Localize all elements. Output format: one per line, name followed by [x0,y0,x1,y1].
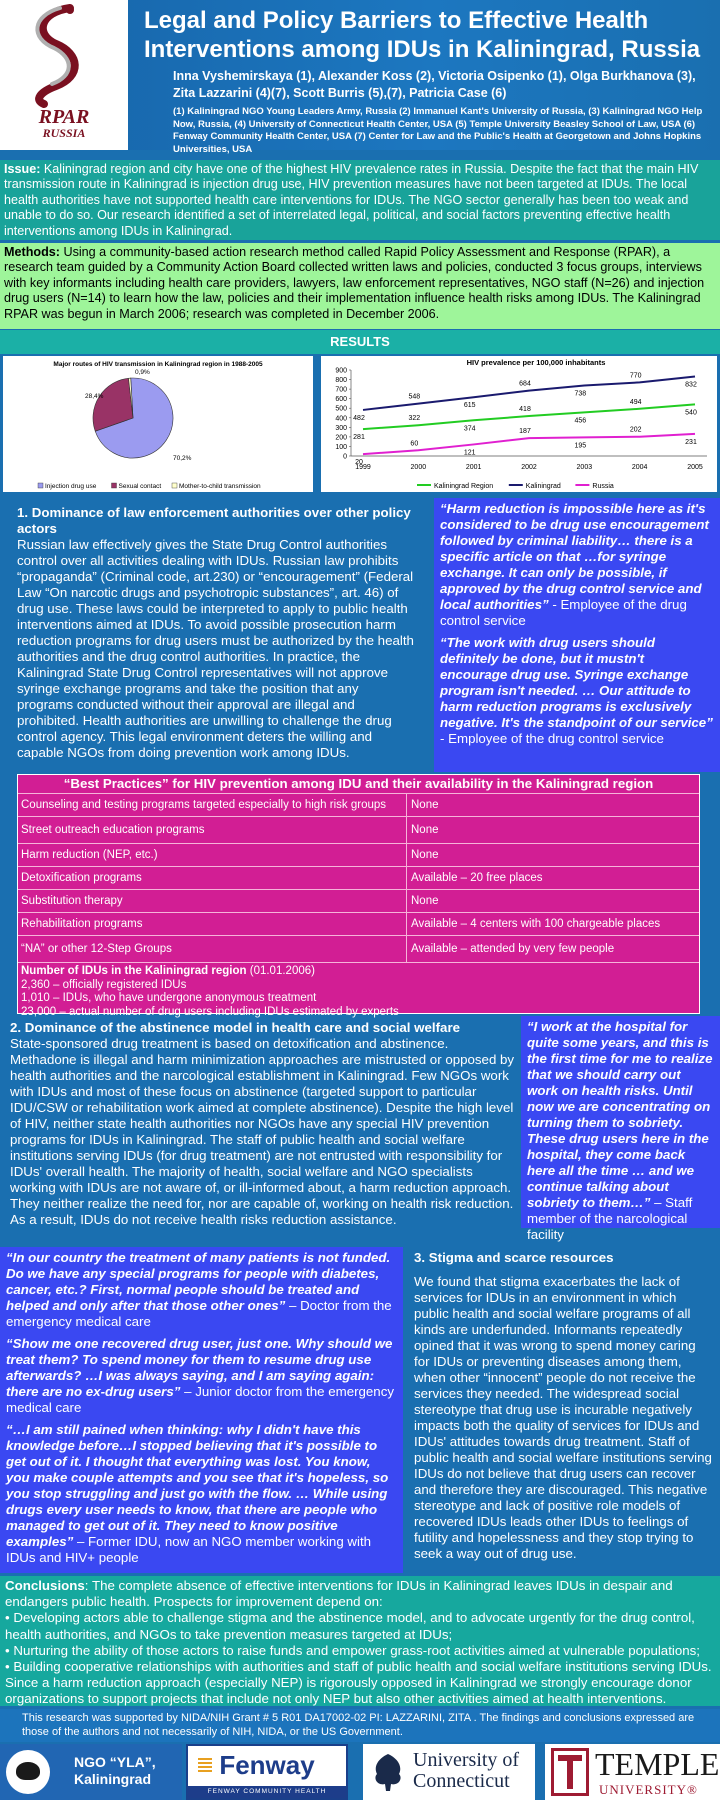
yla-city: Kaliningrad [74,1771,152,1787]
fenway-logo [186,1744,348,1800]
funding-note: This research was supported by NIDA/NIH Grant # 5 R01 DA17002-02 PI: LAZZARINI, ZITA . The findings and conclusions expressed are those of the authors and not necessarily of NIH, NIDA, or the US Government. [0,1709,720,1742]
data-label: 540 [685,409,697,417]
y-tick-label: 0 [343,453,347,461]
legend-label: Injection drug use [45,483,97,490]
availability-cell: None [411,895,439,907]
data-label: 418 [519,406,531,414]
logo-text-rpar: RPAR [38,106,90,128]
quote-text: “The work with drug users should definitely be done, but it mustn't encourage drug use. Syringe exchange program isn't needed. … Our attitude to harm reduction programs is exclusively negative. It's the standpoint of our service” [440,635,713,730]
y-tick-label: 200 [335,434,347,442]
program-cell: Detoxification programs [18,867,407,889]
legend-label: Kaliningrad Region [434,483,494,490]
section3-heading: 3. Stigma and scarce resources [414,1250,614,1265]
quote-block [440,635,714,747]
availability-cell: Available – 4 centers with 100 chargeable places [411,918,661,930]
quote-block [6,1336,397,1416]
y-tick-label: 300 [335,424,347,432]
availability-cell: None [411,799,439,811]
temple-t-icon [551,1748,589,1796]
poster-header [0,0,720,155]
uconn-line2: Connecticut [413,1770,510,1792]
section-abstinence-model [10,1020,515,1228]
affiliations: (1) Kaliningrad NGO Young Leaders Army, Russia (2) Immanuel Kant's University of Russia, (3) Kaliningrad NGO Help Now, Russia, (4) University of Connecticut Health Center, USA (5) Temple University Beasley School of Law, USA (6) Fenway Community Health Center, USA (7) Center for Law and the Public's Health at Georgetown and Johns Hopkins Universities, USA [173,106,703,155]
uconn-logo [363,1744,535,1800]
y-tick-label: 900 [335,367,347,375]
data-label: 456 [574,417,587,425]
data-label: 187 [519,428,531,436]
idu-count-line: 23,000 – actual number of drug users including IDUs estimated by experts [21,1005,399,1018]
table-row [18,793,699,816]
section-law-enforcement [17,505,417,761]
data-label: 231 [685,438,697,446]
results-heading: RESULTS [0,330,720,354]
quote-text: “I work at the hospital for quite some years, and this is the first time for me to realize that we should carry out work on health risks. Until now we are concentrating on turning them to sobriety. These drug users here in the hospital, they come back here all the time … and we continue talking about sobriety to them…” [527,1019,713,1210]
yla-logo [0,1744,182,1800]
temple-logo [545,1744,720,1800]
program-cell: Substitution therapy [18,890,407,912]
quote-source: – Staff member of the narcological facility [527,1195,693,1242]
section-stigma [414,1250,714,1562]
sponsor-logos [0,1744,720,1800]
availability-cell: None [411,824,439,836]
legend-swatch [172,483,177,488]
quote-block [440,501,714,629]
legend-swatch [38,483,43,488]
quote-panel-hospital [521,1016,720,1242]
quote-source: – Former IDU, now an NGO member working with IDUs and HIV+ people [6,1534,372,1565]
issue-section [0,160,720,240]
quote-text: “Show me one recovered drug user, just one. Why should we treat them? To spend money for them to resume drug use afterwards? …I was always saying, and I am saying again: there are no ex-drug users” [6,1336,393,1399]
x-tick-label: 2004 [631,464,648,471]
section1-heading: 1. Dominance of law enforcement authorities over other policy actors [17,505,411,536]
x-tick-label: 1999 [355,464,371,471]
yla-bird-icon [6,1750,50,1794]
data-label: 281 [353,434,365,442]
table-row [18,889,699,912]
quote-source: - Employee of the drug control service [440,731,664,746]
pie-data-label: 28,4% [85,393,104,400]
y-tick-label: 100 [335,443,347,451]
legend-label: Mother-to-child transmission [179,483,261,490]
idu-count-label: Number of IDUs in the Kaliningrad region [21,965,247,977]
quote-source: – Doctor from the emergency medical care [6,1298,392,1329]
program-cell: Harm reduction (NEP, etc.) [18,844,407,866]
data-label: 195 [574,442,587,450]
x-tick-label: 2003 [576,464,593,471]
x-tick-label: 2005 [687,464,703,471]
quote-text: “…I am still pained when thinking: why I didn't have this knowledge before…I stopped believing that it's possible to get out of it. I thought that everything was lost. You know, you make couple attempts and you see that it's hopeless, so you stop struggling and just go with the flow. … While using drugs every user needs to know, that there are people who managed to get out of it. They need to know positive examples” [6,1422,389,1549]
quote-panel-stigma [0,1247,403,1573]
rpar-snake-icon [0,0,128,110]
data-label: 322 [408,415,421,423]
data-label: 374 [463,425,476,433]
pie-chart-panel [3,356,313,492]
pie-data-label: 0,9% [135,369,150,376]
legend-label: Russia [592,483,614,490]
data-label: 548 [408,393,421,401]
conclusions-label: Conclusions [5,1578,85,1593]
line-chart-panel [321,356,717,492]
issue-text: Kaliningrad region and city have one of the highest HIV prevalence rates in Russia. Despite the fact that the main HIV transmission route in Kaliningrad is injection drug use, HIV prevention measures have not been targeted at IDUs. The local health authorities have not supported health care interventions for IDUs. The NGO sector generally has been too weak and unable to do so. Our research identified a set of interrelated legal, political, and social factors preventing effective health interventions among IDUs in Kaliningrad. [4,162,699,238]
section3-body: We found that stigma exacerbates the lack of services for IDUs in an environment in which public health and social welfare programs of all kinds are underfunded. Informants repeatedly opined that it was wrong to spend money caring for IDUs or preventing diseases among them, when other “innocent” people do not receive the services they needed. The widespread social stereotype that drug use is incurable negatively impacts both the quality of services for IDUs and IDUs' attitudes towards drug treatment. Staff of public health and social welfare institutions serving IDUs do not believe that drug users can recover and therefore they are discouraged. This negative stereotype and lack of positive role models of recovered IDUs leads other IDUs to feelings of futility and hopelessness and they stop trying to seek a way out of drug use. [414,1274,712,1561]
conclusions-section [0,1576,720,1706]
idu-count-date: (01.01.2006) [246,965,315,977]
quote-source: – Junior doctor from the emergency medical care [6,1384,394,1415]
availability-cell: Available – 20 free places [411,872,543,884]
table-row [18,866,699,889]
y-tick-label: 700 [335,386,347,394]
legend-label: Sexual contact [118,483,162,490]
table-row [18,816,699,843]
conclusions-closing: Since a harm reduction approach (especially NEP) is rigorously opposed in Kaliningrad we strongly encourage donor organizations to support projects that include not only NEP but also other activities aimed at health interventions. [5,1675,692,1707]
section1-body: Russian law effectively gives the State Drug Control authorities control over all activities dealing with IDUs. Russian law prohibits “propaganda” (Criminal code, art.230) or “encouragement” (Federal Law “On narcotic drugs and psychotropic substances”, art. 46) of drug use. These laws could be interpreted to apply to public health interventions aimed at IDUs. To avoid possible prosecution harm reduction programs for drug users must be authorized by the health authorities and the drug control authorities. In practice, the Kaliningrad State Drug Control representatives will not approve syringe exchange programs and take the position that any programs conducted without their approval are illegal and prohibited. Health authorities are unwilling to challenge the drug control agency. This legal environment deters the willing and capable NGOs from doing prevention work among IDUs. [17,537,414,760]
conclusions-bullet: • Developing actors able to challenge stigma and the abstinence model, and to advocate urgently for the drug control, health authorities, and NGOs to take prevention measures targeted at IDUs; [5,1610,695,1642]
quote-source: - Employee of the drug control service [440,597,687,628]
idu-count-line: 1,010 – IDUs, who have undergone anonymous treatment [21,992,317,1004]
yla-name: NGO “YLA”, [74,1754,156,1770]
pie-data-label: 70,2% [173,455,192,462]
program-cell: Street outreach education programs [18,817,407,843]
methods-label: Methods: [4,245,60,259]
uconn-line1: University of [413,1749,520,1771]
methods-section [0,243,720,329]
legend-swatch [112,483,117,488]
pie-chart-title: Major routes of HIV transmission in Kaliningrad region in 1988-2005 [53,361,263,368]
program-cell: “NA” or other 12-Step Groups [18,936,407,962]
line-chart-title: HIV prevalence per 100,000 inhabitants [466,358,606,367]
best-practices-table [17,774,700,1018]
quote-block [527,1019,714,1243]
quote-block [6,1250,397,1330]
quote-text: “Harm reduction is impossible here as it's considered to be drug use encouragement followed by criminal liability… there is a specific article on that …for syringe exchange. It can only be possible, if approved by the drug control service and local authorities” [440,501,709,612]
data-label: 20 [355,459,363,467]
availability-cell: None [411,849,439,861]
logo-text-russia: RUSSIA [42,126,86,140]
program-cell: Rehabilitation programs [18,913,407,935]
methods-text: Using a community-based action research method called Rapid Policy Assessment and Response (RPAR), a research team guided by a Community Action Board collected written laws and policies, conducted 3 focus groups, interviews with key informants including health care providers, lawyers, law enforcement representatives, NGO staff (N=26) and injection drug users (N=14) to learn how the law, policies and their implementation influence health risks among IDUs. The Kaliningrad RPAR was begun in March 2006; research was completed in December 2006. [4,245,705,321]
idu-counts [18,962,699,1021]
table-row [18,935,699,962]
y-tick-label: 800 [335,377,347,385]
rpar-logo [0,0,128,150]
best-practices-title: “Best Practices” for HIV prevention among IDU and their availability in the Kaliningrad region [63,776,654,791]
issue-label: Issue: [4,162,41,176]
data-label: 615 [463,402,476,410]
fenway-name: Fenway [219,1750,315,1780]
program-cell: Counseling and testing programs targeted especially to high risk groups [18,794,407,816]
data-label: 770 [629,372,642,380]
x-tick-label: 2000 [410,464,427,471]
data-label: 121 [463,449,476,457]
availability-cell: Available – attended by very few people [411,943,615,955]
quote-text: “In our country the treatment of many patients is not funded. Do we have any special programs for people with diabetes, cancer, etc.? First, normal people should be treated and helped and only after that those other ones” [6,1250,391,1313]
data-label: 482 [353,414,365,422]
data-label: 202 [629,426,642,434]
data-label: 738 [574,390,587,398]
table-row [18,912,699,935]
data-label: 494 [629,398,642,406]
y-tick-label: 400 [335,415,347,423]
data-label: 684 [519,380,531,388]
section2-heading: 2. Dominance of the abstinence model in health care and social welfare [10,1020,461,1035]
conclusions-bullet: • Nurturing the ability of those actors to raise funds and empower grass-root activities aimed at vulnerable populations; [5,1642,700,1658]
y-tick-label: 500 [335,405,347,413]
temple-subtitle: UNIVERSITY® [599,1782,698,1797]
pie-chart [3,356,313,492]
data-label: 832 [685,381,697,389]
idu-count-line: 2,360 – officially registered IDUs [21,978,187,991]
table-row [18,843,699,866]
temple-name: TEMPLE [595,1746,720,1782]
y-tick-label: 600 [335,396,347,404]
x-tick-label: 2001 [465,464,482,471]
quote-panel-drug-control [434,498,720,772]
fenway-subtitle: FENWAY COMMUNITY HEALTH [188,1786,346,1798]
quote-block [6,1422,397,1566]
conclusions-bullet: • Building cooperative relationships with authorities and staff of public health and social welfare institutions serving IDUs. [5,1659,712,1675]
oak-leaf-icon [369,1752,407,1792]
line-chart [321,356,717,492]
poster-title: Legal and Policy Barriers to Effective Health Interventions among IDUs in Kaliningrad, Russia [144,7,701,63]
conclusions-intro: : The complete absence of effective interventions for IDUs in Kaliningrad leaves IDUs in despair and endangers public health. Prospects for improvement depend on: [5,1578,673,1610]
section2-body: State-sponsored drug treatment is based on detoxification and abstinence. Methadone is illegal and harm minimization approaches are mistrusted or opposed by health authorities and the narcological establishment in Kaliningrad. Few NGOs work with IDUs and most of these focus on abstinence (targeted support to particular IDU/CSW or rehabilitation work aimed at complete abstinence). Despite the high level of HIV, neither state health authorities nor NGOs have any special HIV prevention programs for IDUs in Kaliningrad. The staff of public health and social welfare institutions serving IDUs (for drug treatment) are not entrusted with responsibility for IDUs' overall health. The majority of health, social welfare and NGO specialists working with IDUs are not aware of, or ill-informed about, a harm reduction approach. They neither realize the need for, nor are capable of, working on health risk reduction. As a result, IDUs do not receive health risks reduction assistance. [10,1036,515,1227]
x-tick-label: 2002 [521,464,537,471]
authors: Inna Vyshemirskaya (1), Alexander Koss (2), Victoria Osipenko (1), Olga Burkhanova (3), Zita Lazzarini (4)(7), Scott Burris (5),(7), Patricia Case (6) [173,69,696,100]
legend-label: Kaliningrad [525,483,561,490]
data-label: 60 [410,440,419,448]
